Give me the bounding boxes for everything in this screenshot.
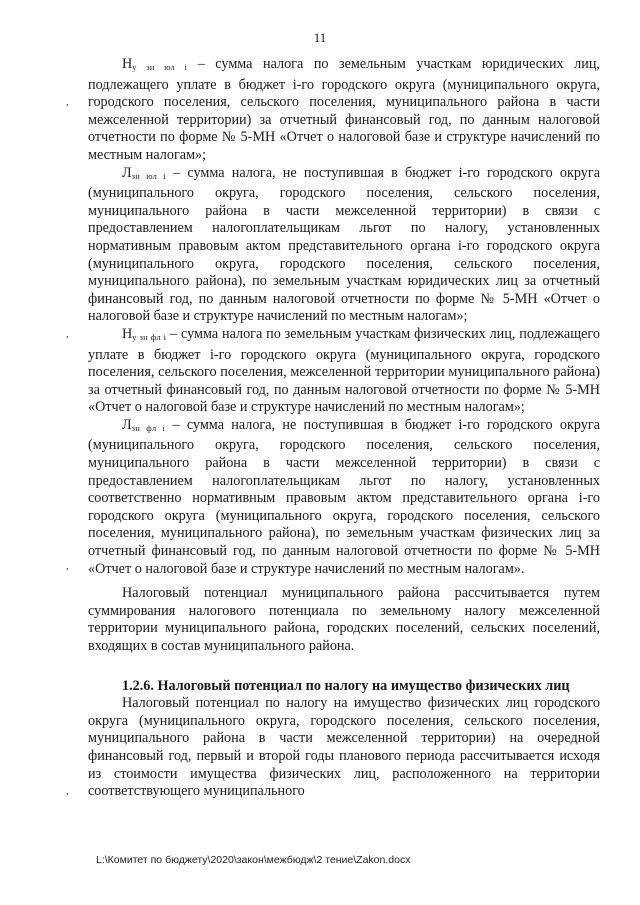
formula-symbol: Н — [122, 325, 133, 342]
definition-paragraph — [88, 417, 600, 578]
margin-mark: , — [66, 96, 69, 108]
formula-symbol: Л — [122, 164, 132, 181]
formula-subscript: зн фл i — [131, 422, 166, 433]
section-heading: 1.2.6. Налоговый потенциал по налогу на имущество физических лиц — [122, 677, 570, 694]
definition-paragraph — [88, 56, 600, 165]
margin-mark: , — [66, 560, 69, 572]
formula-symbol: Н — [122, 56, 133, 72]
margin-mark: , — [66, 328, 69, 340]
definition-text: – сумма налога, не поступившая в бюджет i-го городского округа (муниципального округа, городского поселения, сельского поселения, муниципального района в части межселенной территории) в связи с предоставлением налогоплательщикам льгот по налогу, установленных нормативным правовым актом представительного органа i-го городского округа (муниципального округа, городского поселения, сельского поселения, муниципального района), по земельным участкам юридических лиц за отчетный финансовый год, по данным налоговой отчетности по форме № 5-МН «Отчет о налоговой базе и структуре начислений по местным налогам»; — [88, 164, 600, 325]
document-body — [88, 56, 600, 801]
summary-paragraph: Налоговый потенциал муниципального района рассчитывается путем суммирования налогового потенциала по земельному налогу межселенной территории муниципального района, городских поселений, сельских поселений, входящих в состав муниципального района. — [88, 585, 600, 654]
formula-subscript: у зн юл i — [132, 62, 188, 72]
formula-subscript: зн юл i — [131, 170, 166, 181]
definition-text: – сумма налога, не поступившая в бюджет i-го городского округа (муниципального округа, городского поселения, сельского поселения, муниципального района в части межселенной территории) в связи с предоставлением налогоплательщикам льгот по налогу, установленных соответственно нормативным правовым актом представительного органа i-го городского округа (муниципального округа, городского поселения, сельского поселения, муниципального района), по земельным участкам физических лиц за отчетный финансовый год, по данным налоговой отчетности по форме № 5-МН «Отчет о налоговой базе и структуре начислений по местным налогам». — [88, 416, 600, 577]
margin-mark: , — [66, 785, 69, 797]
definition-paragraph — [88, 165, 600, 326]
formula-symbol: Л — [122, 416, 132, 433]
definition-text: – сумма налога по земельным участкам физических лиц, подлежащего уплате в бюджет i-го городского округа (муниципального округа, городского поселения, сельского поселения, межселенной территории муниципального района) за отчетный финансовый год, по данным налоговой отчетности по форме № 5-МН «Отчет о налоговой базе и структуре начислений по местным налогам»; — [88, 325, 600, 416]
file-path-footer: L:\Комитет по бюджету\2020\закон\межбюдж\2 тение\Zakon.docx — [96, 854, 411, 866]
section-paragraph: Налоговый потенциал по налогу на имущество физических лиц городского округа (муниципального округа, городского поселения, сельского поселения, муниципального района в части межселенной территории) на очередной финансовый год, первый и второй годы планового периода рассчитывается исходя из стоимости имущества физических лиц, расположенного на территории соответствующего муниципального — [88, 695, 600, 800]
page-number: 11 — [313, 30, 327, 45]
formula-subscript: у зн фл i — [132, 331, 167, 342]
definition-paragraph — [88, 326, 600, 417]
definition-text: – сумма налога по земельным участкам юридических лиц, подлежащего уплате в бюджет i-го городского округа (муниципального округа, городского поселения, сельского поселения, муниципального района в части межселенной территории) за отчетный финансовый год, по данным налоговой отчетности по форме № 5-МН «Отчет о налоговой базе и структуре начислений по местным налогам»; — [88, 56, 600, 163]
